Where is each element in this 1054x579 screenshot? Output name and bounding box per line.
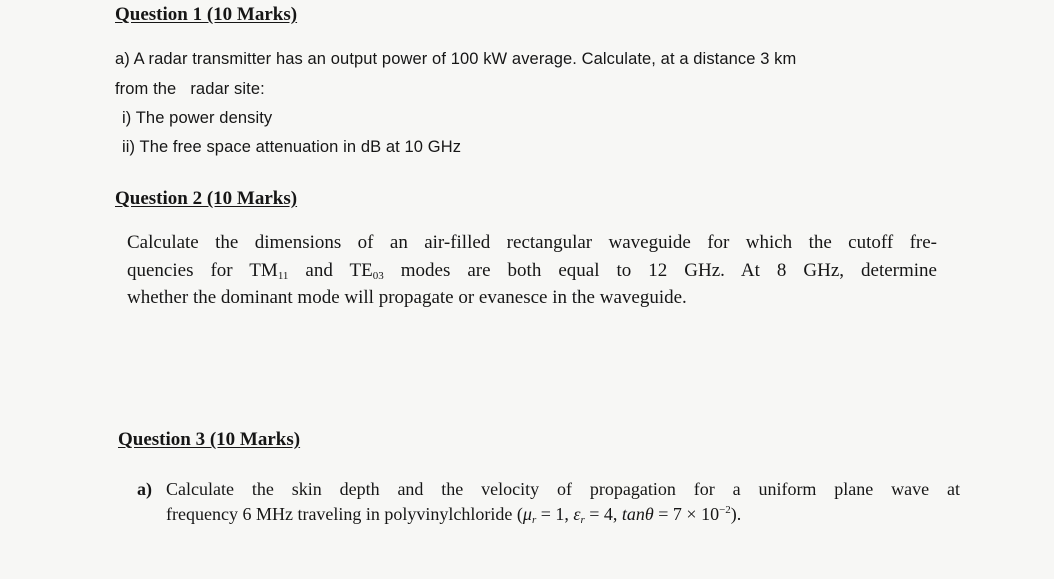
tm-mode-subscript: 11 [277,270,289,282]
question-3-line-2 [166,504,741,525]
te-mode-subscript: 03 [372,270,384,282]
question-2-line-2-part-c: modes are both equal to 12 GHz. At 8 GHz, determine [383,260,937,281]
question-1-part-a-line-2 [115,80,265,99]
question-3-closing: ). [730,504,742,524]
epsilon-subscript: r [580,514,585,526]
question-2-line-1: Calculate the dimensions of an air-filled rectangular waveguide for which the cutoff fre- [127,232,937,253]
question-3-line-2-text: frequency 6 MHz traveling in polyvinylchloride ( [166,504,523,524]
question-1-heading: Question 1 (10 Marks) [115,4,298,25]
question-1-item-i: i) The power density [122,109,273,127]
question-2-line-2-part-a: quencies for TM [127,260,278,281]
epsilon-value: = 4, [584,504,622,524]
question-1-part-a-line-1: a) A radar transmitter has an output power of 100 kW average. Calculate, at a distance 3 km [115,50,797,68]
question-3-line-1: Calculate the skin depth and the velocity of propagation for a uniform plane wave at [166,479,960,499]
question-1-part-a-line-2-start: from the [115,80,177,98]
question-3-part-a-label: a) [137,479,152,499]
question-1-item-ii: ii) The free space attenuation in dB at 10 GHz [122,138,462,156]
question-2-line-2 [127,260,937,282]
tan-theta-value: = 7 × 10 [653,504,720,524]
question-1-part-a-line-2-end: radar site: [190,80,265,98]
question-2-heading: Question 2 (10 Marks) [115,188,298,209]
tan-theta-symbol: tanθ [621,504,654,524]
mu-value: = 1, [536,504,574,524]
question-3-heading: Question 3 (10 Marks) [118,429,301,450]
epsilon-symbol: ε [573,504,581,524]
tan-theta-exponent: −2 [719,504,731,516]
mu-subscript: r [531,514,537,526]
question-2-line-3: whether the dominant mode will propagate or evanesce in the waveguide. [127,287,687,308]
question-2-line-2-part-b: and TE [288,260,373,281]
mu-symbol: μ [522,504,532,524]
